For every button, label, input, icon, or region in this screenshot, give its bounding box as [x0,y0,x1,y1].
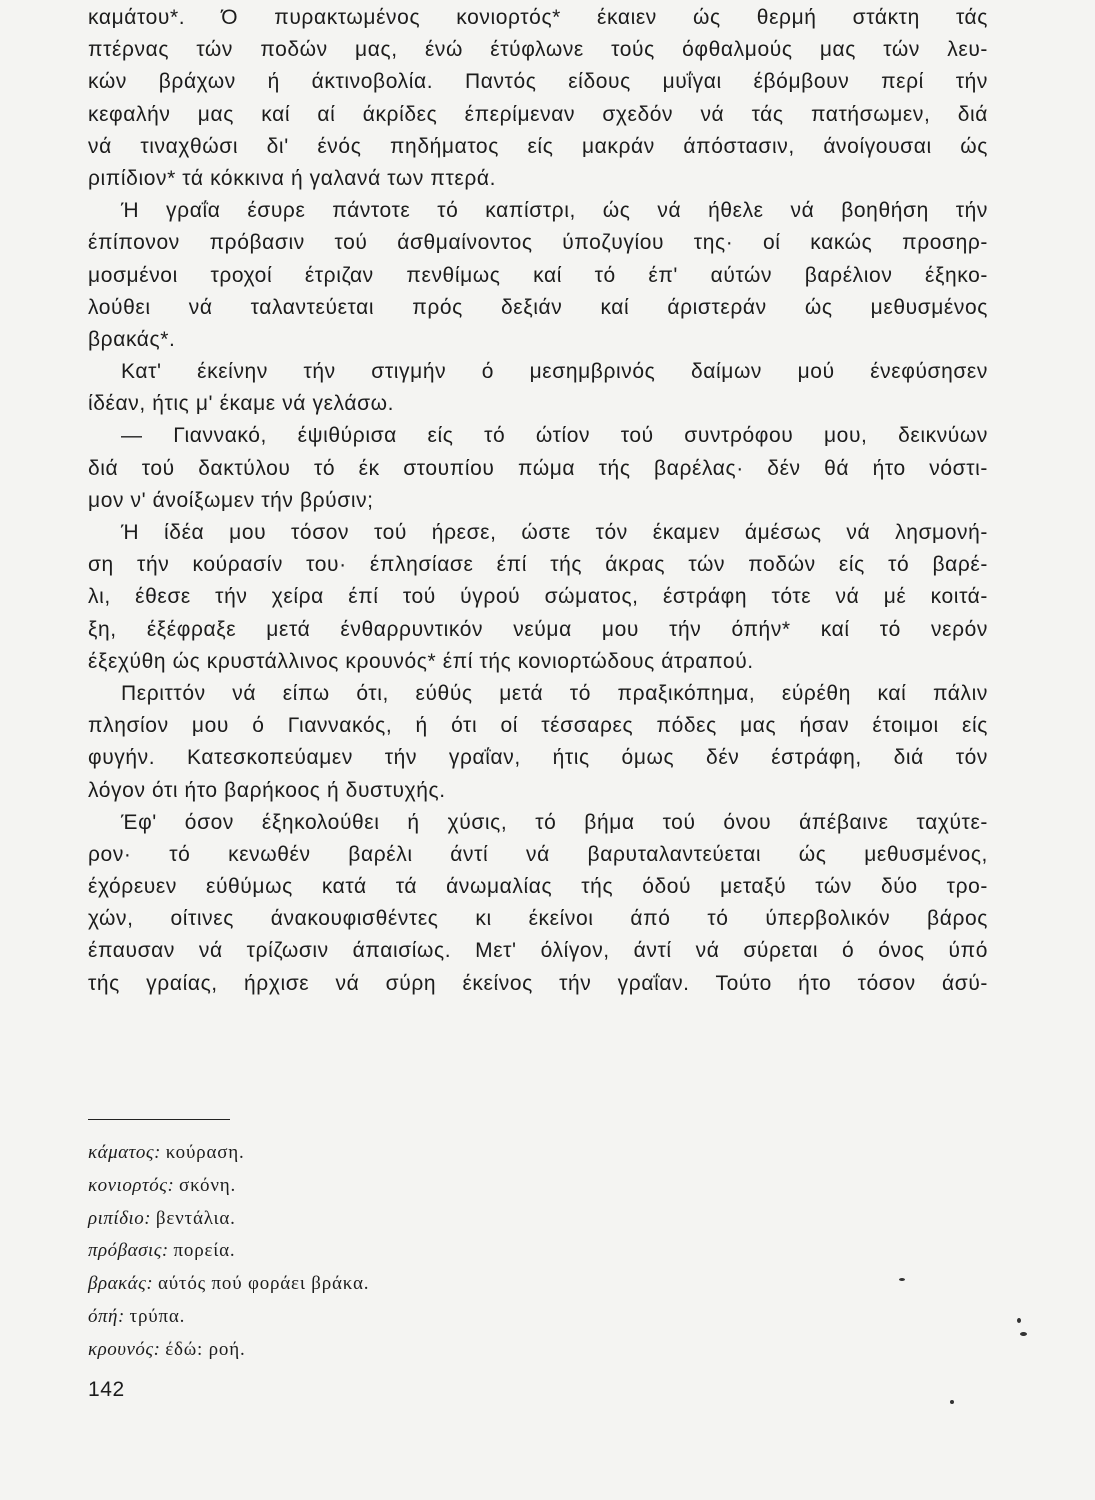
footnote [88,1235,688,1268]
text-line: ριπίδιον* τά κόκκινα ή γαλανά των πτερά. [88,166,497,190]
footnote-term: ριπίδιο: [88,1207,152,1229]
text-line: έπίπονον πρόβασιν τού άσθμαίνοντος ύποζυγίου της· οί κακώς προσηρ- [88,231,988,255]
text-line: Ή γραΐα έσυρε πάντοτε τό καπίστρι, ώς νά ήθελε νά βοηθήση τήν [121,199,988,223]
footnote [88,1203,688,1236]
text-line: νά τιναχθώσι δι' ένός πηδήματος είς μακράν άπόστασιν, άνοίγουσαι ώς [88,134,988,158]
footnote [88,1170,688,1203]
text-line: κεφαλήν μας καί αί άκρίδες έπερίμεναν σχεδόν νά τάς πατήσωμεν, διά [88,102,988,126]
footnote-definition: έδώ: ροή. [165,1338,246,1360]
footnote-term: πρόβασις: [88,1240,169,1262]
text-line: λούθει νά ταλαντεύεται πρός δεξιάν καί άριστεράν ώς μεθυσμένος [88,295,988,319]
text-line: — Γιαννακό, έψιθύρισα είς τό ώτίον τού συντρόφου μου, δεικνύων [121,424,988,448]
footnote-definition: πορεία. [173,1240,236,1262]
footnote-definition: βεντάλια. [155,1207,236,1229]
footnote [88,1334,688,1367]
footnote [88,1301,688,1334]
text-line: λι, έθεσε τήν χείρα έπί τού ύγρού σώματος, έστράφη τότε νά μέ κοιτά- [88,585,988,609]
text-line: διά τού δακτύλου τό έκ στουπίου πώμα τής βαρέλας· δέν θά ήτο νόστι- [88,456,988,480]
text-line: ση τήν κούρασίν του· έπλησίασε έπί τής άκρας τών ποδών είς τό βαρέ- [88,553,988,577]
print-speck [1017,1318,1021,1323]
text-line: ξη, έξέφραξε μετά ένθαρρυντικόν νεύμα μου τήν όπήν* καί τό νερόν [88,617,988,641]
text-line: φυγήν. Κατεσκοπεύαμεν τήν γραΐαν, ήτις όμως δέν έστράφη, διά τόν [88,746,988,770]
text-line: Κατ' έκείνην τήν στιγμήν ό μεσημβρινός δαίμων μού ένεφύσησεν [121,360,988,384]
text-line: βρακάς*. [88,327,176,351]
text-line: Ή ίδέα μου τόσον τού ήρεσε, ώστε τόν έκαμεν άμέσως νά λησμονή- [121,521,988,544]
text-line: Περιττόν νά είπω ότι, εύθύς μετά τό πραξικόπημα, εύρέθη καί πάλιν [121,681,988,705]
text-line: Έφ' όσον έξηκολούθει ή χύσις, τό βήμα τού όνου άπέβαινε ταχύτε- [121,810,988,834]
text-line: πτέρνας τών ποδών μας, ένώ έτύφλωνε τούς όφθαλμούς μας τών λευ- [88,38,988,62]
footnote-term: κάματος: [88,1142,161,1163]
text-line: έπαυσαν νά τρίζωσιν άπαισίως. Μετ' όλίγον, άντί νά σύρεται ό όνος ύπό [88,939,988,963]
footnote-definition: σκόνη. [179,1174,237,1196]
text-line: χών, οίτινες άνακουφισθέντες κι έκείνοι άπό τό ύπερβολικόν βάρος [88,907,988,931]
print-speck [1020,1332,1027,1336]
text-line: πλησίον μου ό Γιαννακός, ή ότι οί τέσσαρες πόδες μας ήσαν έτοιμοι είς [88,714,988,738]
text-line: λόγον ότι ήτο βαρήκοος ή δυστυχής. [88,778,446,802]
footnote-definition: τρύπα. [129,1305,186,1327]
footnote-term: όπή: [88,1305,125,1327]
footnotes [88,1137,688,1367]
footnote-term: κρουνός: [88,1338,161,1360]
text-line: έξεχύθη ώς κρυστάλλινος κρουνός* έπί τής κονιορτώδους άτραπού. [88,649,754,673]
text-line: καμάτου*. Ό πυρακτωμένος κονιορτός* έκαιεν ώς θερμή στάκτη τάς [88,6,988,29]
footnote-term: κονιορτός: [88,1174,175,1196]
text-line: τής γραίας, ήρχισε νά σύρη έκείνος τήν γραΐαν. Τούτο ήτο τόσον άσύ- [88,971,988,995]
text-line: μοσμένοι τροχοί έτριζαν πενθίμως καί τό έπ' αύτών βαρέλιον έξηκο- [88,263,988,287]
footnote [88,1137,688,1170]
footnote-term: βρακάς: [88,1273,154,1295]
text-line: κών βράχων ή άκτινοβολία. Παντός είδους μυΐγαι έβόμβουν περί τήν [88,70,988,94]
text-line: ίδέαν, ήτις μ' έκαμε νά γελάσω. [88,392,395,416]
text-line: έχόρευεν εύθύμως κατά τά άνωμαλίας τής όδού μεταξύ τών δύο τρο- [88,875,988,899]
footnote [88,1268,688,1301]
footnote-divider [88,1119,230,1120]
text-line: μον ν' άνοίξωμεν τήν βρύσιν; [88,488,374,512]
print-speck [899,1278,905,1281]
footnote-definition: αύτός πού φοράει βράκα. [157,1273,370,1295]
page-number: 142 [88,1378,125,1401]
body-text [88,2,988,1000]
text-line: ρον· τό κενωθέν βαρέλι άντί νά βαρυταλαντεύεται ώς μεθυσμένος, [88,842,988,866]
print-speck [950,1400,954,1404]
footnote-definition: κούραση. [165,1142,245,1163]
